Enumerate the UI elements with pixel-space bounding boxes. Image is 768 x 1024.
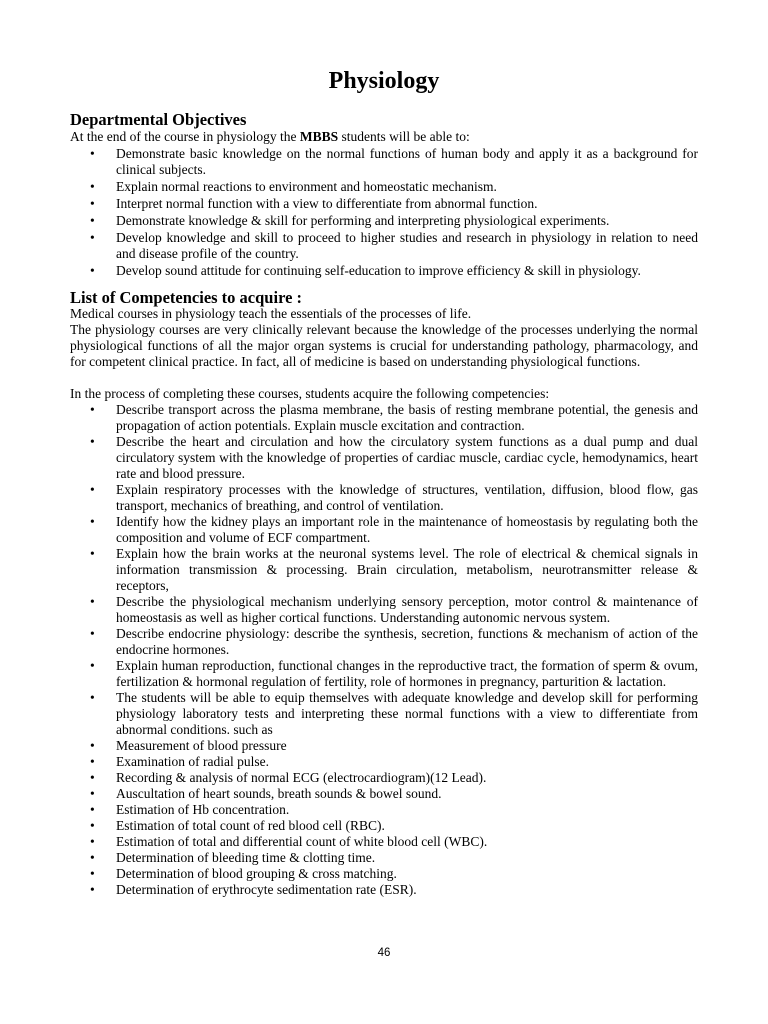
objectives-intro-bold: MBBS (299, 129, 339, 144)
competency-item (90, 754, 698, 770)
competencies-heading: List of Competencies to acquire : (70, 288, 303, 307)
competency-item-text: Determination of bleeding time & clotting time. (116, 850, 376, 865)
bullet-icon: • (90, 754, 95, 769)
objective-item (90, 179, 698, 195)
competency-item-text: Describe transport across the plasma membrane, the basis of resting membrane potential, the genesis and propagation of action potentials. Explain muscle excitation and contraction. (116, 402, 698, 433)
bullet-icon: • (90, 594, 95, 609)
competency-item (90, 402, 698, 434)
objectives-intro-suffix: students will be able to: (338, 129, 470, 144)
bullet-icon: • (90, 834, 95, 849)
bullet-icon: • (90, 882, 95, 897)
competency-item-text: Identify how the kidney plays an important role in the maintenance of homeostasis by regulating both the composition and volume of ECF compartment. (116, 514, 698, 545)
bullet-icon: • (90, 230, 95, 245)
bullet-icon: • (90, 402, 95, 417)
objective-item-text: Interpret normal function with a view to differentiate from abnormal function. (116, 196, 538, 211)
objective-item-text: Explain normal reactions to environment and homeostatic mechanism. (116, 179, 497, 194)
competency-item (90, 786, 698, 802)
competency-item-text: The students will be able to equip themselves with adequate knowledge and develop skill for performing physiology laboratory tests and interpreting these normal functions with a view to differentiate from abnormal conditions. such as (116, 690, 698, 737)
objective-item-text: Develop sound attitude for continuing self-education to improve efficiency & skill in physiology. (116, 263, 641, 278)
objectives-intro-prefix: At the end of the course in physiology the (70, 129, 300, 144)
objective-item-text: Demonstrate knowledge & skill for performing and interpreting physiological experiments. (116, 213, 610, 228)
competency-item (90, 802, 698, 818)
bullet-icon: • (90, 850, 95, 865)
competency-item-text: Estimation of total and differential count of white blood cell (WBC). (116, 834, 488, 849)
competency-item (90, 514, 698, 546)
competency-item (90, 594, 698, 626)
competency-item (90, 850, 698, 866)
competency-item (90, 546, 698, 594)
bullet-icon: • (90, 546, 95, 561)
bullet-icon: • (90, 263, 95, 278)
competency-item-text: Estimation of Hb concentration. (116, 802, 290, 817)
bullet-icon: • (90, 690, 95, 705)
bullet-icon: • (90, 196, 95, 211)
bullet-icon: • (90, 213, 95, 228)
bullet-icon: • (90, 179, 95, 194)
bullet-icon: • (90, 514, 95, 529)
competency-item-text: Explain how the brain works at the neuronal systems level. The role of electrical & chemical signals in information transmission & processing. Brain circulation, metabolism, neurotransmitter release & receptors, (116, 546, 698, 593)
objective-item-text: Demonstrate basic knowledge on the normal functions of human body and apply it as a background for clinical subjects. (116, 146, 698, 177)
objective-item (90, 230, 698, 262)
competencies-paragraph-3: In the process of completing these courses, students acquire the following competencies: (70, 386, 550, 401)
competency-item (90, 866, 698, 882)
objectives-heading: Departmental Objectives (70, 110, 247, 129)
competencies-list (90, 402, 698, 898)
competency-item-text: Determination of erythrocyte sedimentation rate (ESR). (116, 882, 417, 897)
competency-item (90, 834, 698, 850)
competency-item (90, 482, 698, 514)
competency-item (90, 626, 698, 658)
objective-item (90, 196, 698, 212)
objective-item (90, 263, 698, 279)
competency-item (90, 434, 698, 482)
objectives-intro (70, 129, 698, 145)
competency-item-text: Examination of radial pulse. (116, 754, 269, 769)
competency-item-text: Recording & analysis of normal ECG (electrocardiogram)(12 Lead). (116, 770, 487, 785)
bullet-icon: • (90, 658, 95, 673)
competency-item-text: Determination of blood grouping & cross matching. (116, 866, 397, 881)
objective-item-text: Develop knowledge and skill to proceed to higher studies and research in physiology in relation to need and disease profile of the country. (116, 230, 698, 261)
bullet-icon: • (90, 866, 95, 881)
competency-item-text: Describe the heart and circulation and how the circulatory system functions as a dual pump and dual circulatory system with the knowledge of properties of cardiac muscle, cardiac cycle, hemodynamics, heart rate and blood pressure. (116, 434, 698, 481)
competencies-paragraph-1: Medical courses in physiology teach the essentials of the processes of life. (70, 306, 472, 321)
competencies-paragraph-2: The physiology courses are very clinically relevant because the knowledge of the processes underlying the normal physiological functions of all the major organ systems is crucial for understanding pathology, pharmacology, and for competent clinical practice. In fact, all of medicine is based on understanding physiological functions. (70, 322, 698, 369)
objective-item (90, 213, 698, 229)
objectives-list (90, 146, 698, 280)
objective-item (90, 146, 698, 178)
competency-item (90, 770, 698, 786)
competency-item (90, 818, 698, 834)
competency-item-text: Estimation of total count of red blood cell (RBC). (116, 818, 385, 833)
competency-item-text: Auscultation of heart sounds, breath sounds & bowel sound. (116, 786, 442, 801)
competency-item-text: Explain human reproduction, functional changes in the reproductive tract, the formation of sperm & ovum, fertilization & hormonal regulation of fertility, role of hormones in pregnancy, parturition & lactation. (116, 658, 698, 689)
competency-item-text: Measurement of blood pressure (116, 738, 287, 753)
bullet-icon: • (90, 818, 95, 833)
bullet-icon: • (90, 786, 95, 801)
competency-item (90, 882, 698, 898)
bullet-icon: • (90, 482, 95, 497)
competency-item (90, 658, 698, 690)
competency-item (90, 690, 698, 738)
competency-item-text: Explain respiratory processes with the knowledge of structures, ventilation, diffusion, blood flow, gas transport, mechanics of breathing, and control of ventilation. (116, 482, 698, 513)
bullet-icon: • (90, 802, 95, 817)
page-number: 46 (377, 947, 391, 959)
page-title: Physiology (328, 68, 440, 94)
competency-item-text: Describe the physiological mechanism underlying sensory perception, motor control & maintenance of homeostasis as well as higher cortical functions. Understanding autonomic nervous system. (116, 594, 698, 625)
bullet-icon: • (90, 146, 95, 161)
competency-item-text: Describe endocrine physiology: describe the synthesis, secretion, functions & mechanism of action of the endocrine hormones. (116, 626, 698, 657)
bullet-icon: • (90, 738, 95, 753)
competency-item (90, 738, 698, 754)
bullet-icon: • (90, 434, 95, 449)
bullet-icon: • (90, 770, 95, 785)
bullet-icon: • (90, 626, 95, 641)
